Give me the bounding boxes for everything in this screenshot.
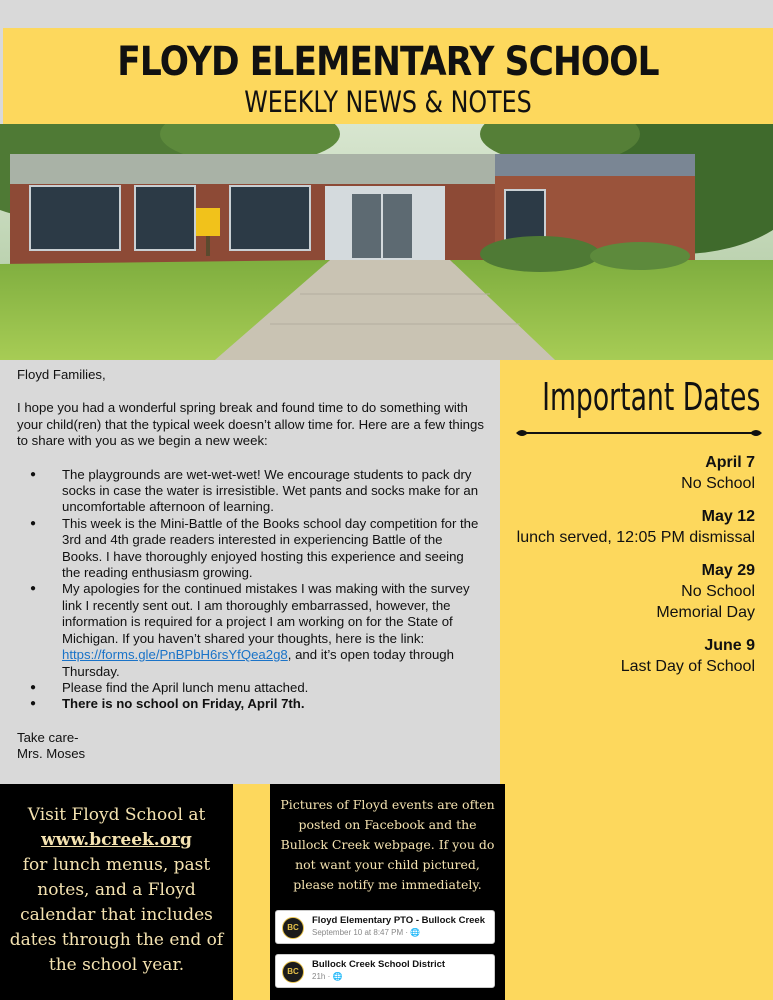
facebook-post-meta: September 10 at 8:47 PM · 🌐 xyxy=(312,928,421,937)
bullock-creek-logo-icon: BC xyxy=(282,961,304,983)
date-label: May 29 xyxy=(701,562,755,579)
facebook-page-name: Bullock Creek School District xyxy=(312,959,446,970)
visit-text: Visit Floyd School at xyxy=(27,805,206,825)
date-entry xyxy=(500,506,755,548)
school-title: FLOYD ELEMENTARY SCHOOL xyxy=(117,39,659,85)
letter-bullet-list xyxy=(17,467,484,713)
date-label: June 9 xyxy=(704,637,755,654)
date-description: No School xyxy=(681,475,755,492)
facebook-post-meta: 21h · 🌐 xyxy=(312,972,343,981)
yellow-spacer xyxy=(233,784,270,1000)
globe-icon: 🌐 xyxy=(410,928,421,937)
facebook-page-name: Floyd Elementary PTO - Bullock Creek xyxy=(312,915,485,926)
list-item: ● Please find the April lunch menu attached. xyxy=(17,680,484,696)
date-description: Memorial Day xyxy=(656,604,755,621)
date-description: No School xyxy=(681,583,755,600)
yellow-footer-strip xyxy=(505,784,773,1000)
letter-signoff: Take care- xyxy=(17,729,79,745)
facebook-notice-text: Pictures of Floyd events are often posted on Facebook and the Bullock Creek webpage. If you do not want your child pictured, please notify me immediately. xyxy=(280,797,495,892)
letter-signature: Mrs. Moses xyxy=(17,746,86,762)
survey-text: My apologies for the continued mistakes I was making with the survey link I recently sent out. I am thoroughly embarrassed, however, the information is required for a project I am working on for the State of Michigan. If you haven’t shared your thoughts, here is the link: xyxy=(62,581,470,646)
list-item: ● The playgrounds are wet-wet-wet! We encourage students to pack dry socks in case the water is irresistible. Wet pants and socks make for an uncomfortable afternoon of learning. xyxy=(17,467,484,516)
website-link[interactable]: www.bcreek.org xyxy=(41,830,192,850)
bullock-creek-logo-icon: BC xyxy=(282,917,304,939)
principal-letter xyxy=(0,360,500,784)
date-entry xyxy=(500,560,755,623)
visit-website-box xyxy=(0,784,233,1000)
list-item xyxy=(17,581,484,679)
facebook-page-card[interactable] xyxy=(275,910,495,944)
facebook-notice-box xyxy=(270,784,505,1000)
date-entry xyxy=(500,635,755,677)
date-label: April 7 xyxy=(705,454,755,471)
newsletter-subtitle: WEEKLY NEWS & NOTES xyxy=(244,85,532,119)
survey-text-end: , and it’s open today through Thursday. xyxy=(62,647,454,679)
newsletter-header xyxy=(3,28,773,124)
important-dates-title: Important Dates xyxy=(542,375,761,419)
date-description: lunch served, 12:05 PM dismissal xyxy=(516,529,755,546)
survey-link[interactable]: https://forms.gle/PnBPbH6rsYfQea2g8 xyxy=(62,647,288,663)
letter-intro: I hope you had a wonderful spring break and found time to do something with your child(ren) that the typical week doesn’t allow time for. Here are a few things to share with you as we begin a new week: xyxy=(17,400,484,449)
date-label: May 12 xyxy=(701,508,755,525)
globe-icon: 🌐 xyxy=(332,972,343,981)
flourish-divider-icon xyxy=(514,426,764,440)
facebook-page-card[interactable] xyxy=(275,954,495,988)
date-description: Last Day of School xyxy=(620,658,755,675)
school-building-photo xyxy=(0,124,773,360)
visit-details: for lunch menus, past notes, and a Floyd calendar that includes dates through the end of the school year. xyxy=(9,855,224,975)
date-entry xyxy=(500,452,755,494)
letter-greeting: Floyd Families, xyxy=(17,367,106,382)
list-item: ● There is no school on Friday, April 7th. xyxy=(17,696,484,712)
list-item: ● This week is the Mini-Battle of the Books school day competition for the 3rd and 4th grade readers interested in experiencing Battle of the Books. I have thoroughly enjoyed hosting this experience and seeing the reading enthusiasm growing. xyxy=(17,516,484,582)
